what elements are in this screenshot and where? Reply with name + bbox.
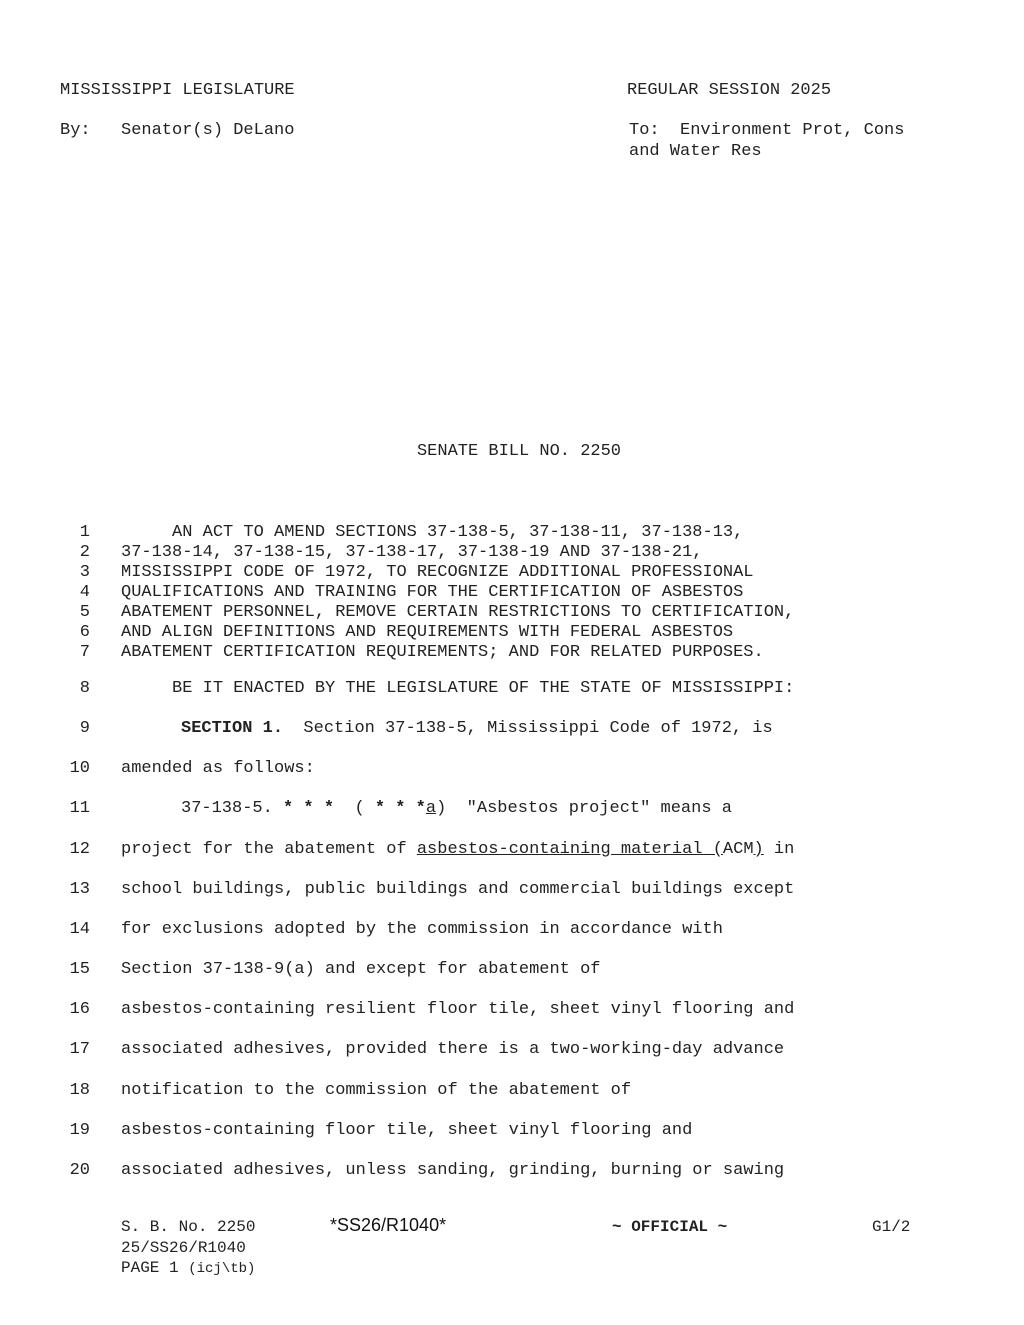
legislature-heading: MISSISSIPPI LEGISLATURE bbox=[60, 81, 295, 100]
line-number: 13 bbox=[69, 880, 90, 899]
line-number: 15 bbox=[69, 960, 90, 979]
deletion-marker: * * * bbox=[374, 799, 426, 818]
inserted-text: asbestos-containing material ( bbox=[416, 840, 723, 859]
session-heading: REGULAR SESSION 2025 bbox=[627, 81, 832, 100]
page-label: PAGE 1 bbox=[121, 1259, 179, 1277]
typist-initials: (icj\tb) bbox=[188, 1261, 256, 1277]
body-line: asbestos-containing floor tile, sheet vinyl flooring and bbox=[121, 1121, 693, 1140]
line-number: 19 bbox=[69, 1121, 90, 1140]
act-title-line: QUALIFICATIONS AND TRAINING FOR THE CERTIFICATION OF ASBESTOS bbox=[121, 583, 744, 602]
body-text: in bbox=[763, 840, 795, 859]
barcode-text: *SS26/R1040* bbox=[330, 1215, 447, 1235]
line-number: 20 bbox=[69, 1161, 90, 1180]
inserted-text: a bbox=[425, 799, 437, 818]
sponsor-label: By: bbox=[60, 121, 91, 140]
official-label: ~ OFFICIAL ~ bbox=[612, 1218, 728, 1236]
line-number: 3 bbox=[79, 563, 90, 582]
inserted-text: ) bbox=[753, 840, 764, 859]
body-line bbox=[121, 840, 794, 859]
body-line: associated adhesives, unless sanding, grinding, burning or sawing bbox=[121, 1161, 785, 1180]
line-number: 8 bbox=[79, 679, 90, 698]
deletion-marker: * * * bbox=[272, 799, 345, 818]
line-number: 1 bbox=[79, 523, 90, 542]
footer-code: G1/2 bbox=[872, 1218, 911, 1236]
act-title-line: AN ACT TO AMEND SECTIONS 37-138-5, 37-138-11, 37-138-13, bbox=[121, 523, 744, 542]
line-number: 2 bbox=[79, 543, 90, 562]
footer-bill-number: S. B. No. 2250 bbox=[121, 1218, 256, 1236]
line-number: 4 bbox=[79, 583, 90, 602]
line-number: 9 bbox=[79, 719, 90, 738]
line-number: 11 bbox=[69, 799, 90, 818]
body-line: amended as follows: bbox=[121, 759, 315, 778]
line-number: 6 bbox=[79, 623, 90, 642]
line-number: 18 bbox=[69, 1081, 90, 1100]
definition-text: ) "Asbestos project" means a bbox=[436, 799, 732, 818]
line-number: 7 bbox=[79, 643, 90, 662]
committee-line-1: To: Environment Prot, Cons bbox=[629, 121, 905, 140]
section-text: Section 37-138-5, Mississippi Code of 1972, is bbox=[283, 719, 773, 738]
footer-doc-id: 25/SS26/R1040 bbox=[121, 1239, 246, 1257]
section-label: SECTION 1. bbox=[181, 719, 284, 738]
section-heading-line bbox=[181, 719, 773, 738]
line-number: 10 bbox=[69, 759, 90, 778]
body-line: Section 37-138-9(a) and except for abatement of bbox=[121, 960, 601, 979]
enacting-clause: BE IT ENACTED BY THE LEGISLATURE OF THE STATE OF MISSISSIPPI: bbox=[121, 679, 795, 698]
act-title-line: ABATEMENT CERTIFICATION REQUIREMENTS; AND FOR RELATED PURPOSES. bbox=[121, 643, 764, 662]
statute-definition-line bbox=[181, 799, 732, 818]
act-title-line: 37-138-14, 37-138-15, 37-138-17, 37-138-19 AND 37-138-21, bbox=[121, 543, 703, 562]
line-number: 16 bbox=[69, 1000, 90, 1019]
body-text: project for the abatement of bbox=[121, 840, 417, 859]
paren-open: ( bbox=[344, 799, 375, 818]
committee-line-2: and Water Res bbox=[629, 142, 762, 161]
body-line: asbestos-containing resilient floor tile, sheet vinyl flooring and bbox=[121, 1000, 795, 1019]
act-title-line: ABATEMENT PERSONNEL, REMOVE CERTAIN RESTRICTIONS TO CERTIFICATION, bbox=[121, 603, 795, 622]
body-line: for exclusions adopted by the commission in accordance with bbox=[121, 920, 723, 939]
line-number: 14 bbox=[69, 920, 90, 939]
act-title-line: AND ALIGN DEFINITIONS AND REQUIREMENTS WITH FEDERAL ASBESTOS bbox=[121, 623, 734, 642]
act-title-line: MISSISSIPPI CODE OF 1972, TO RECOGNIZE ADDITIONAL PROFESSIONAL bbox=[121, 563, 754, 582]
line-number: 5 bbox=[79, 603, 90, 622]
body-line: school buildings, public buildings and commercial buildings except bbox=[121, 880, 795, 899]
bill-number-title: SENATE BILL NO. 2250 bbox=[416, 442, 622, 461]
footer-page-line bbox=[121, 1259, 255, 1277]
body-line: associated adhesives, provided there is a two-working-day advance bbox=[121, 1040, 785, 1059]
body-line: notification to the commission of the abatement of bbox=[121, 1081, 632, 1100]
line-number: 12 bbox=[69, 840, 90, 859]
sponsor-name: Senator(s) DeLano bbox=[121, 121, 295, 140]
line-number: 17 bbox=[69, 1040, 90, 1059]
body-text: ACM bbox=[722, 840, 754, 859]
statute-number: 37-138-5. bbox=[181, 799, 273, 818]
